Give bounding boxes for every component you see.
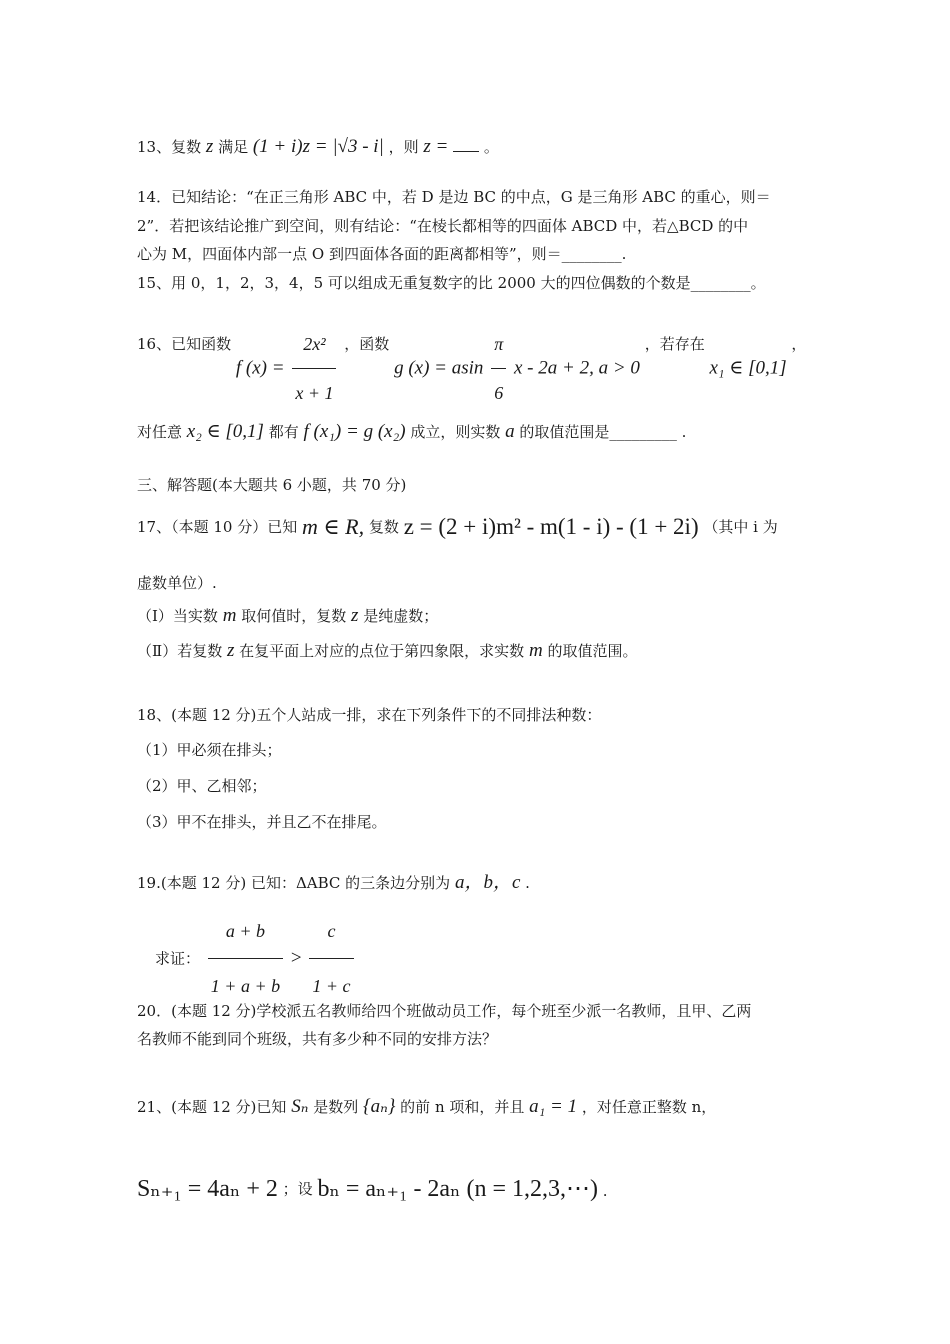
q21-sn: Sₙ — [291, 1096, 309, 1117]
q17-p2-a: （Ⅱ）若复数 — [137, 642, 223, 660]
question-14-line-3: 心为 M，四面体内部一点 O 到四面体各面的距离都相等”，则＝________. — [137, 245, 627, 263]
q19-gt: > — [290, 947, 302, 969]
q16-g-fraction — [491, 322, 506, 415]
q13-formula: (1 + i)z = |√3 - i| — [252, 136, 384, 157]
q16-f-numerator: 2x² — [292, 322, 336, 369]
q13-answer: z = — [423, 136, 449, 157]
question-17-line-1 — [137, 512, 778, 544]
q19-prove-label: 求证： — [155, 949, 201, 968]
q17-p1-a: （Ⅰ）当实数 — [137, 607, 218, 625]
q16-line2-b: 都有 — [268, 423, 299, 441]
q13-blank — [453, 137, 479, 152]
q16-a-var: a — [505, 421, 515, 442]
q17-p2-b: 在复平面上对应的点位于第四象限，求实数 — [239, 642, 525, 660]
q16-exists: ，若存在 — [644, 335, 705, 353]
q13-mid: 满足 — [218, 138, 249, 156]
q21-mid3: ，对任意正整数 n， — [581, 1098, 717, 1116]
q21-an-set: {aₙ} — [362, 1096, 396, 1117]
q16-equation: f (x₁) = g (x₂) — [303, 421, 406, 442]
question-19-line-1 — [137, 872, 530, 894]
question-15: 15、用 0，1，2，3，4，5 可以组成无重复数字的比 2000 大的四位偶数的个数是________。 — [137, 274, 766, 292]
question-14-line-2: 2”．若把该结论推广到空间，则有结论：“在棱长都相等的四面体 ABCD 中，若△BCD 的中 — [137, 217, 749, 235]
question-18-item-2: （2）甲、乙相邻； — [137, 777, 267, 795]
q16-comma: ， — [791, 335, 807, 353]
question-21-line-1 — [137, 1092, 716, 1122]
q17-p1-b: 取何值时，复数 — [241, 607, 347, 625]
q17-p2-m: m — [528, 640, 543, 661]
question-18-item-3: （3）甲不在排头，并且乙不在排尾。 — [137, 813, 387, 831]
q19-line1-a: 19.(本题 12 分) 已知：ΔABC 的三条边分别为 — [137, 874, 451, 892]
q21-mid1: 是数列 — [313, 1098, 359, 1116]
q16-g-right: x - 2a + 2, a > 0 — [514, 357, 640, 379]
q21-a1: a₁ = 1 — [529, 1096, 578, 1117]
q16-f-fraction — [292, 322, 336, 415]
q19-vars: a，b，c — [454, 872, 521, 893]
question-18-line-1: 18、(本题 12 分)五个人站成一排，求在下列条件下的不同排法种数： — [137, 706, 602, 724]
q19-left-numerator: a + b — [208, 906, 283, 959]
question-20-line-1: 20．(本题 12 分)学校派五名教师给四个班做动员工作，每个班至少派一名教师，且甲、乙两 — [137, 1002, 752, 1020]
q17-p1-c: 是纯虚数； — [363, 607, 439, 625]
q19-right-denominator: 1 + c — [312, 976, 351, 996]
q17-p2-z: z — [226, 640, 235, 661]
q17-formula: z = (2 + i)m² - m(1 - i) - (1 + 2i) — [403, 514, 699, 539]
q16-g-intro: ，函数 — [344, 335, 390, 353]
q13-end: 。 — [483, 138, 499, 156]
q21-end: . — [602, 1182, 608, 1200]
q19-left-fraction — [208, 906, 283, 1011]
question-19-proof — [155, 906, 357, 1011]
question-20-line-2: 名教师不能到同个班级，共有多少种不同的安排方法？ — [137, 1030, 498, 1048]
question-16-line-1 — [137, 322, 806, 415]
question-17-part-2 — [137, 640, 638, 662]
q17-p2-c: 的取值范围。 — [547, 642, 638, 660]
question-21-line-2 — [137, 1172, 608, 1208]
q17-p1-z: z — [351, 605, 359, 626]
q21-mid2: 的前 n 项和，并且 — [400, 1098, 525, 1116]
q21-intro: 21、(本题 12 分)已知 — [137, 1098, 287, 1116]
question-17-part-1 — [137, 605, 438, 627]
q16-f-denominator: x + 1 — [295, 383, 334, 403]
q17-p1-m: m — [222, 605, 237, 626]
q21-let: ；设 — [282, 1180, 313, 1198]
q13-then: ，则 — [388, 138, 419, 156]
q16-g-numerator: π — [491, 322, 506, 369]
q16-g-denominator: 6 — [494, 383, 504, 403]
q17-intro: 17、（本题 10 分）已知 — [137, 518, 298, 536]
q16-line2-d: 的取值范围是_________ . — [519, 423, 687, 441]
question-13 — [137, 136, 499, 158]
q19-right-numerator: c — [309, 906, 353, 959]
section-3-heading: 三、解答题(本大题共 6 小题，共 70 分) — [137, 476, 407, 494]
q16-x2-condition: x₂ ∈ [0,1] — [186, 421, 264, 442]
question-17-line-2: 虚数单位）. — [137, 574, 217, 592]
q19-line1-b: . — [525, 874, 530, 892]
q19-left-denominator: 1 + a + b — [210, 976, 281, 996]
q13-number: 13、复数 — [137, 138, 202, 156]
q16-x1-condition: x₁ ∈ [0,1] — [709, 357, 787, 379]
q17-mid: 复数 — [368, 518, 399, 536]
q21-bn: bₙ = aₙ₊₁ - 2aₙ (n = 1,2,3,⋯) — [317, 1176, 598, 1202]
q16-f-left: f (x) = — [235, 357, 285, 379]
q19-right-fraction — [309, 906, 353, 1011]
q13-var: z — [205, 136, 214, 157]
q17-condition: m ∈ R, — [302, 514, 365, 539]
q16-line2-c: 成立，则实数 — [410, 423, 501, 441]
q16-intro: 16、已知函数 — [137, 335, 232, 353]
q21-recurrence: Sₙ₊₁ = 4aₙ + 2 — [137, 1176, 278, 1202]
question-16-line-2 — [137, 421, 686, 443]
q16-g-left: g (x) = asin — [394, 357, 484, 379]
question-18-item-1: （1）甲必须在排头； — [137, 741, 282, 759]
q17-tail: （其中 i 为 — [703, 518, 778, 536]
q16-line2-a: 对任意 — [137, 423, 183, 441]
question-14-line-1: 14．已知结论：“在正三角形 ABC 中，若 D 是边 BC 的中点，G 是三角形 ABC 的重心，则＝ — [137, 188, 771, 206]
